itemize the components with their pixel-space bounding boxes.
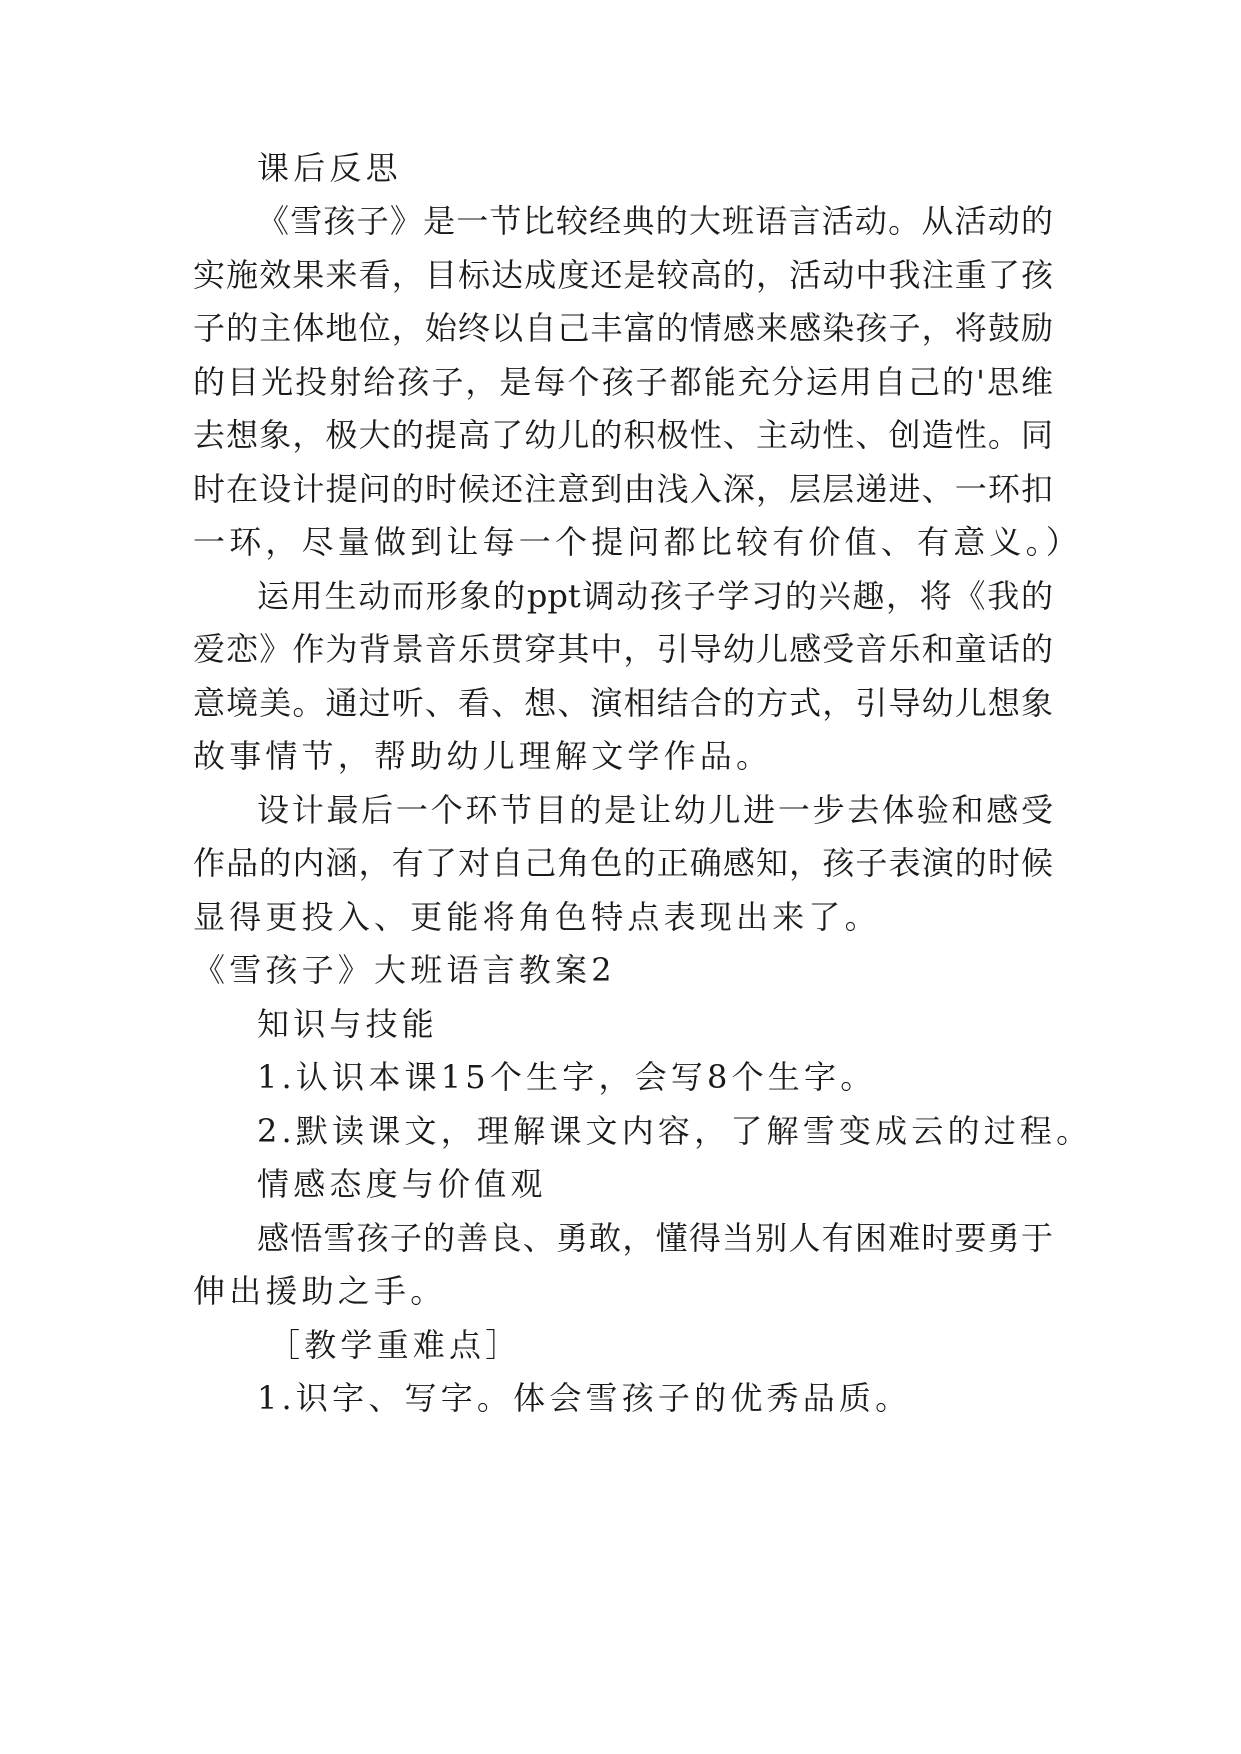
paragraph-line: 《雪孩子》是一节比较经典的大班语言活动。从活动的 xyxy=(257,202,1053,240)
paragraph-line: 实施效果来看，目标达成度还是较高的，活动中我注重了孩 xyxy=(193,256,1053,294)
section-heading-reflection: 课后反思 xyxy=(257,149,402,187)
paragraph-line: 的目光投射给孩子，是每个孩子都能充分运用自己的'思维 xyxy=(193,363,1053,401)
section-heading-attitude-values: 情感态度与价值观 xyxy=(257,1165,547,1203)
paragraph-line: 故事情节，帮助幼儿理解文学作品。 xyxy=(193,737,773,775)
paragraph-line: 显得更投入、更能将角色特点表现出来了。 xyxy=(193,898,881,936)
paragraph-line: 感悟雪孩子的善良、勇敢，懂得当别人有困难时要勇于 xyxy=(257,1219,1053,1257)
paragraph-line: 意境美。通过听、看、想、演相结合的方式，引导幼儿想象 xyxy=(193,684,1053,722)
section-heading-knowledge-skills: 知识与技能 xyxy=(257,1005,439,1043)
section-heading-key-points: ［教学重难点］ xyxy=(268,1326,522,1364)
list-item: 1.识字、写字。体会雪孩子的优秀品质。 xyxy=(257,1379,912,1417)
paragraph-line: 作品的内涵，有了对自己角色的正确感知，孩子表演的时候 xyxy=(193,844,1053,882)
paragraph-line: 一环，尽量做到让每一个提问都比较有价值、有意义。） xyxy=(193,523,1083,561)
document-title: 《雪孩子》大班语言教案2 xyxy=(193,951,616,989)
paragraph-line: 设计最后一个环节目的是让幼儿进一步去体验和感受 xyxy=(257,791,1053,829)
paragraph-line: 去想象，极大的提高了幼儿的积极性、主动性、创造性。同 xyxy=(193,416,1053,454)
paragraph-line: 时在设计提问的时候还注意到由浅入深，层层递进、一环扣 xyxy=(193,470,1053,508)
paragraph-line: 运用生动而形象的ppt调动孩子学习的兴趣，将《我的 xyxy=(257,577,1053,615)
paragraph-line: 子的主体地位，始终以自己丰富的情感来感染孩子，将鼓励 xyxy=(193,309,1053,347)
list-item: 2.默读课文，理解课文内容，了解雪变成云的过程。 xyxy=(257,1112,1093,1150)
paragraph-line: 伸出援助之手。 xyxy=(193,1272,447,1310)
list-item: 1.认识本课15个生字，会写8个生字。 xyxy=(257,1058,877,1096)
paragraph-line: 爱恋》作为背景音乐贯穿其中，引导幼儿感受音乐和童话的 xyxy=(193,630,1053,668)
